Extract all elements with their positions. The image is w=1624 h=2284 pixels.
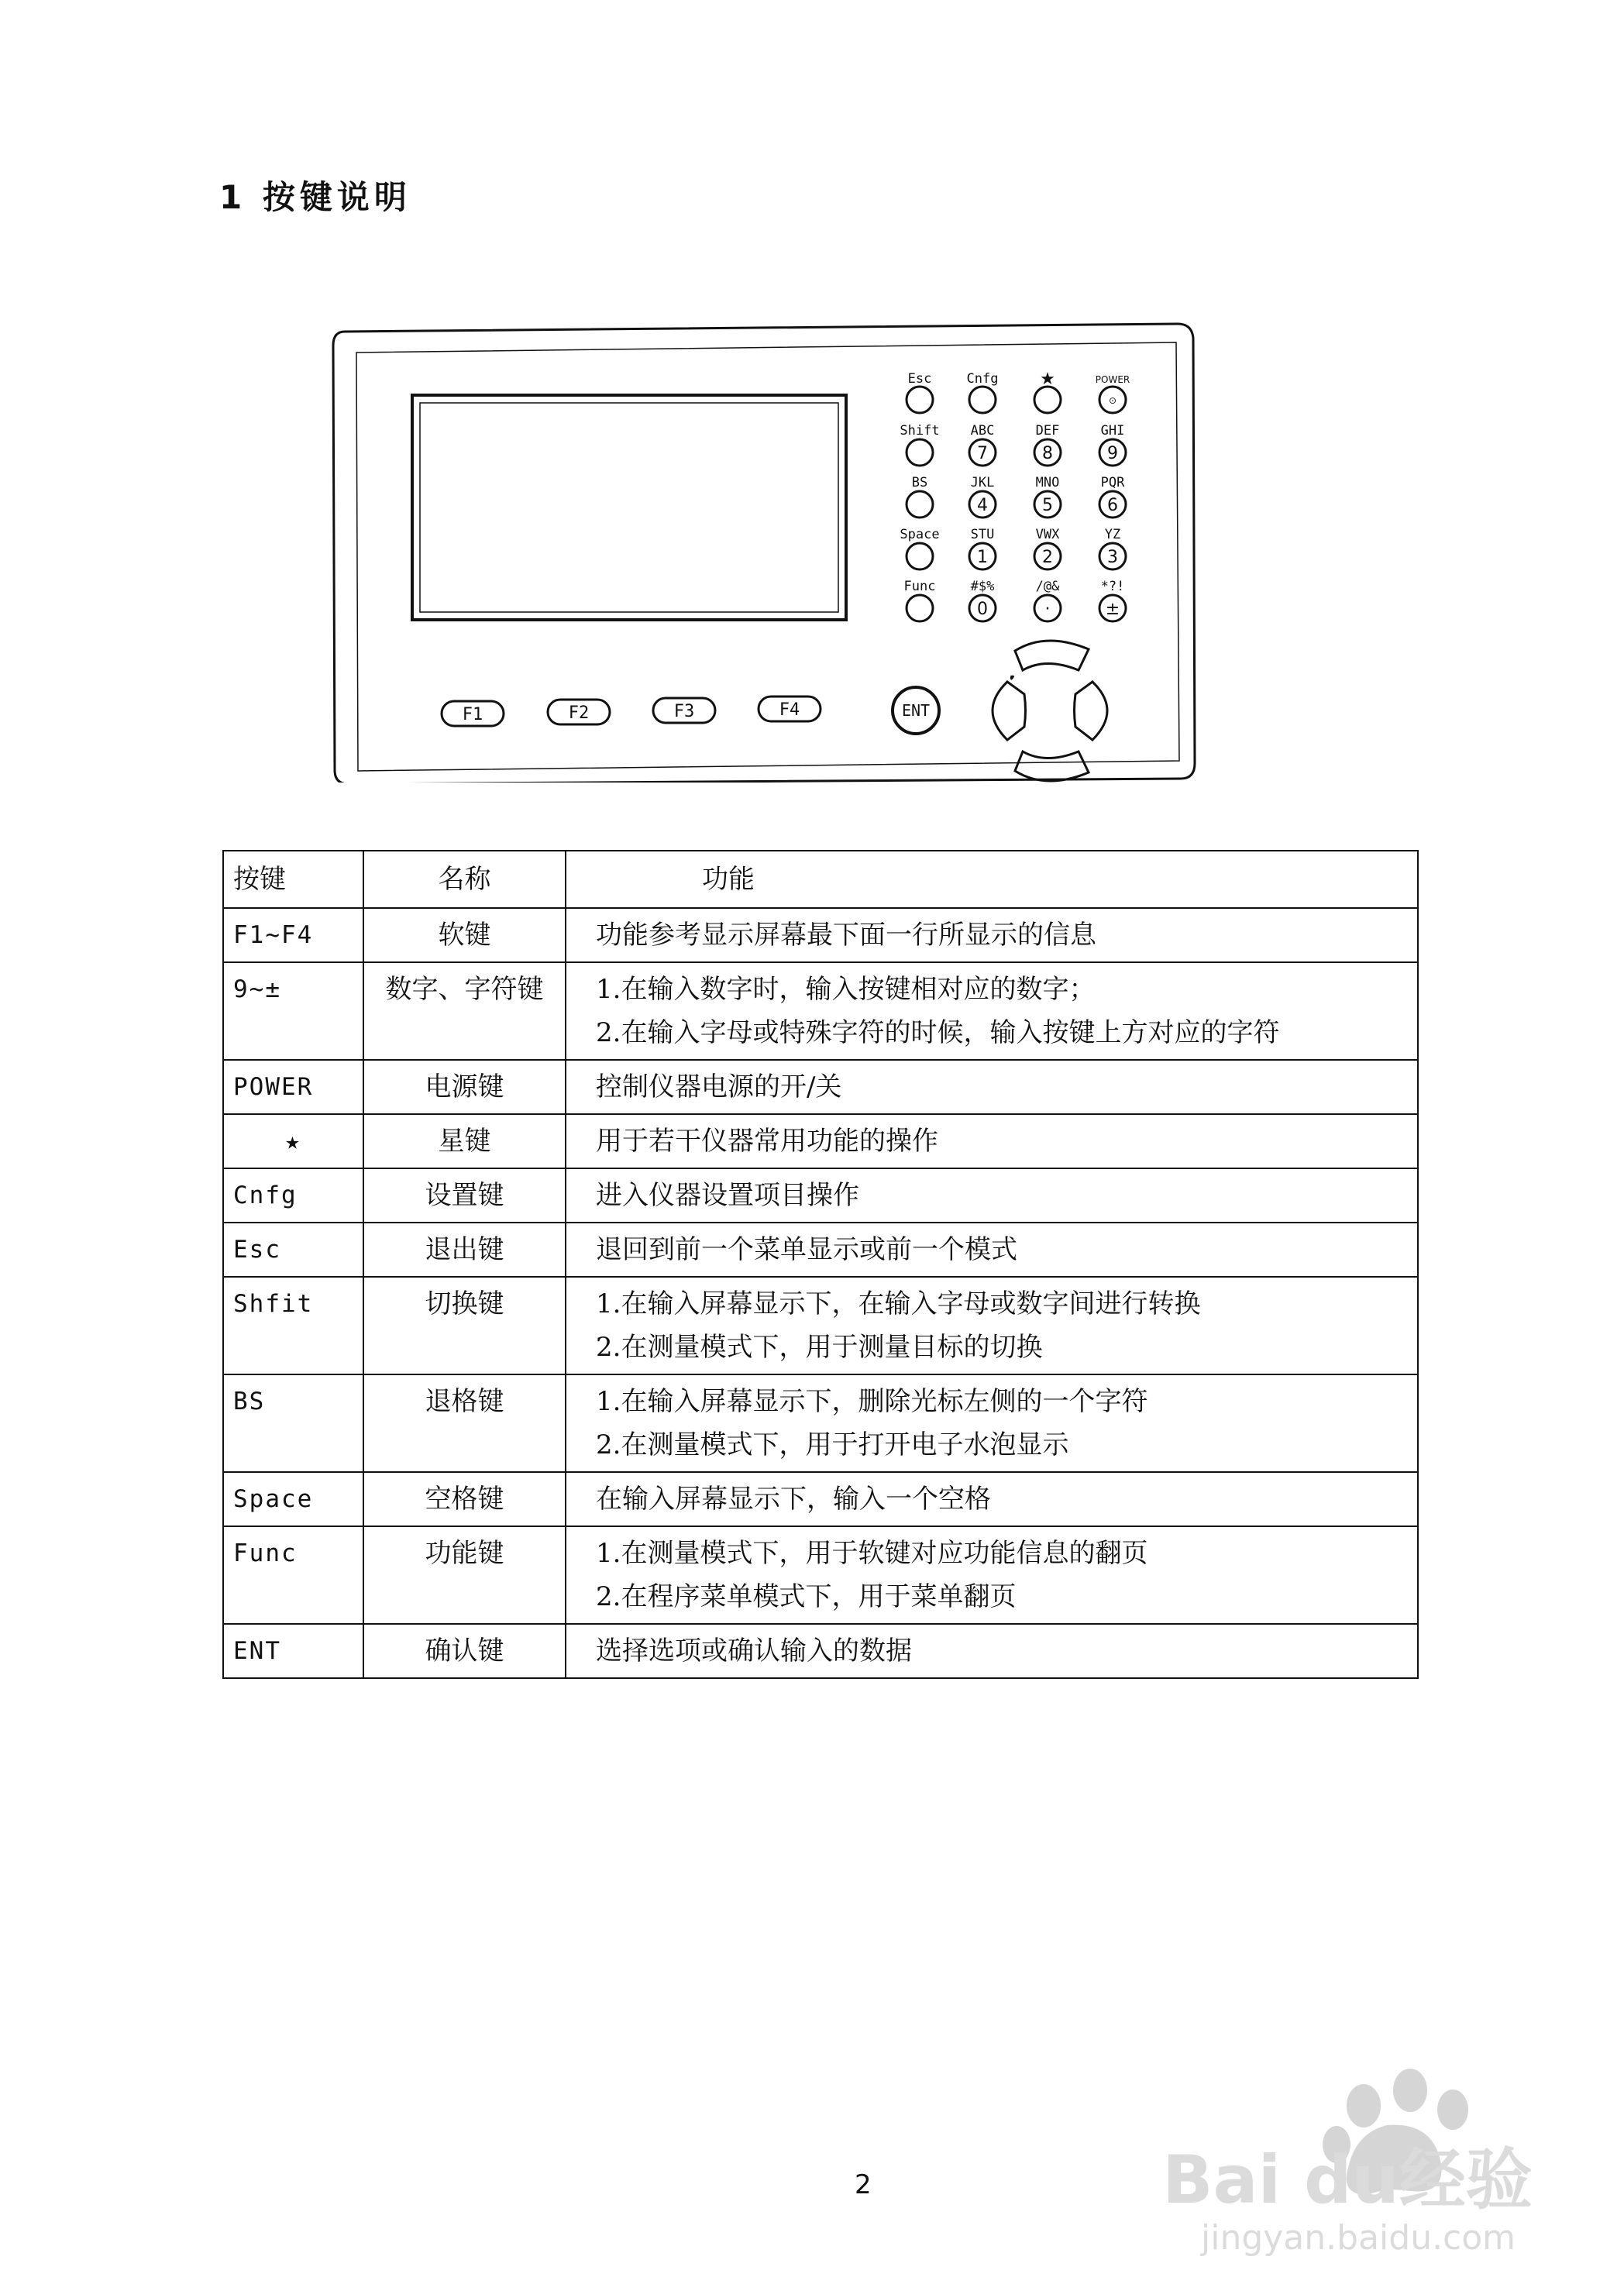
digit-5-label: 5 (1042, 496, 1053, 515)
table-row (223, 1624, 1418, 1678)
table-row (223, 1114, 1418, 1168)
row-key: Func (223, 1526, 363, 1624)
jkl-key-label: JKL (970, 475, 995, 490)
func-key (907, 595, 933, 621)
row-key: ★ (223, 1114, 363, 1168)
row-name: 退格键 (363, 1374, 566, 1472)
digit-6-label: 6 (1107, 496, 1118, 515)
section-heading: 1 按键说明 (219, 178, 411, 216)
esc-key-label: Esc (907, 371, 932, 387)
table-row (223, 1472, 1418, 1526)
def-key-label: DEF (1035, 423, 1060, 439)
sym3-key-label: *?! (1100, 579, 1125, 594)
vwx-key-label: VWX (1035, 527, 1060, 542)
row-function: 功能参考显示屏幕最下面一行所显示的信息 (566, 908, 1418, 962)
shift-key (907, 439, 933, 466)
svg-text:jingyan.baidu.com: jingyan.baidu.com (1201, 2218, 1516, 2258)
row-key: Cnfg (223, 1168, 363, 1223)
row-name: 退出键 (363, 1223, 566, 1277)
space-key (907, 543, 933, 569)
header-name: 名称 (363, 851, 566, 908)
row-name: 软键 (363, 908, 566, 962)
pqr-key-label: PQR (1100, 475, 1125, 490)
row-function: 进入仪器设置项目操作 (566, 1168, 1418, 1223)
row-function: 控制仪器电源的开/关 (566, 1060, 1418, 1114)
row-key: POWER (223, 1060, 363, 1114)
svg-text:Bai du经验: Bai du经验 (1162, 2141, 1533, 2219)
device-keypad-illustration (325, 318, 1201, 783)
shift-key-label: Shift (900, 423, 940, 439)
row-key: Esc (223, 1223, 363, 1277)
row-key: Space (223, 1472, 363, 1526)
sym1-key-label: #$% (970, 579, 995, 594)
plusminus-key-label: ± (1105, 600, 1120, 619)
row-function: 退回到前一个菜单显示或前一个模式 (566, 1223, 1418, 1277)
digit-2-label: 2 (1042, 548, 1053, 567)
row-name: 数字、字符键 (363, 962, 566, 1060)
row-function: 1.在输入屏幕显示下，删除光标左侧的一个字符 2.在测量模式下，用于打开电子水泡显示 (566, 1374, 1418, 1472)
row-name: 电源键 (363, 1060, 566, 1114)
esc-key (907, 387, 933, 413)
key-description-table (222, 850, 1419, 1679)
digit-9-label: 9 (1107, 444, 1118, 463)
digit-4-label: 4 (977, 496, 988, 515)
row-function: 选择选项或确认输入的数据 (566, 1624, 1418, 1678)
row-key: Shfit (223, 1277, 363, 1374)
row-name: 空格键 (363, 1472, 566, 1526)
star-key (1034, 387, 1061, 413)
row-function: 1.在输入屏幕显示下，在输入字母或数字间进行转换 2.在测量模式下，用于测量目标的切换 (566, 1277, 1418, 1374)
row-function: 1.在输入数字时，输入按键相对应的数字； 2.在输入字母或特殊字符的时候，输入按键上方对应的字符 (566, 962, 1418, 1060)
row-key: F1~F4 (223, 908, 363, 962)
table-row (223, 1060, 1418, 1114)
digit-1-label: 1 (977, 548, 988, 567)
row-name: 功能键 (363, 1526, 566, 1624)
f2-key-label: F2 (568, 703, 590, 723)
header-function: 功能 (566, 851, 1418, 908)
ghi-key-label: GHI (1100, 423, 1125, 439)
ent-key-label: ENT (901, 701, 931, 720)
sym2-key-label: /@& (1035, 579, 1060, 594)
table-row (223, 1168, 1418, 1223)
power-icon: ⊙ (1108, 395, 1117, 406)
digit-0-label: 0 (977, 600, 988, 619)
header-key: 按键 (223, 851, 363, 908)
space-key-label: Space (900, 527, 940, 542)
bs-key-label: BS (911, 475, 928, 490)
display-screen (412, 395, 846, 620)
row-key: ENT (223, 1624, 363, 1678)
table-row (223, 1277, 1418, 1374)
direction-pad (993, 641, 1107, 781)
power-key-label: POWER (1095, 374, 1130, 385)
dot-key-label: · (1044, 600, 1051, 619)
bs-key (907, 491, 933, 518)
func-key-label: Func (903, 579, 936, 594)
table-header-row (223, 851, 1418, 908)
row-key: 9~± (223, 962, 363, 1060)
digit-8-label: 8 (1042, 444, 1053, 463)
row-name: 确认键 (363, 1624, 566, 1678)
row-function: 在输入屏幕显示下，输入一个空格 (566, 1472, 1418, 1526)
table-row (223, 1223, 1418, 1277)
abc-key-label: ABC (970, 423, 995, 439)
row-function: 1.在测量模式下，用于软键对应功能信息的翻页 2.在程序菜单模式下，用于菜单翻页 (566, 1526, 1418, 1624)
table-row (223, 1374, 1418, 1472)
cnfg-key (969, 387, 996, 413)
star-key-label: ★ (1040, 370, 1055, 389)
table-row (223, 962, 1418, 1060)
yz-key-label: YZ (1104, 527, 1121, 542)
row-name: 星键 (363, 1114, 566, 1168)
digit-7-label: 7 (977, 444, 988, 463)
stu-key-label: STU (970, 527, 995, 542)
table-row (223, 908, 1418, 962)
table-row (223, 1526, 1418, 1624)
row-key: BS (223, 1374, 363, 1472)
row-function: 用于若干仪器常用功能的操作 (566, 1114, 1418, 1168)
f1-key-label: F1 (462, 705, 483, 724)
mno-key-label: MNO (1035, 475, 1060, 490)
digit-3-label: 3 (1107, 548, 1118, 567)
row-name: 设置键 (363, 1168, 566, 1223)
f4-key-label: F4 (779, 700, 800, 720)
f3-key-label: F3 (673, 702, 695, 721)
baidu-jingyan-watermark (1154, 2036, 1557, 2261)
row-name: 切换键 (363, 1277, 566, 1374)
page-number: 2 (855, 2169, 872, 2200)
cnfg-key-label: Cnfg (966, 371, 999, 387)
